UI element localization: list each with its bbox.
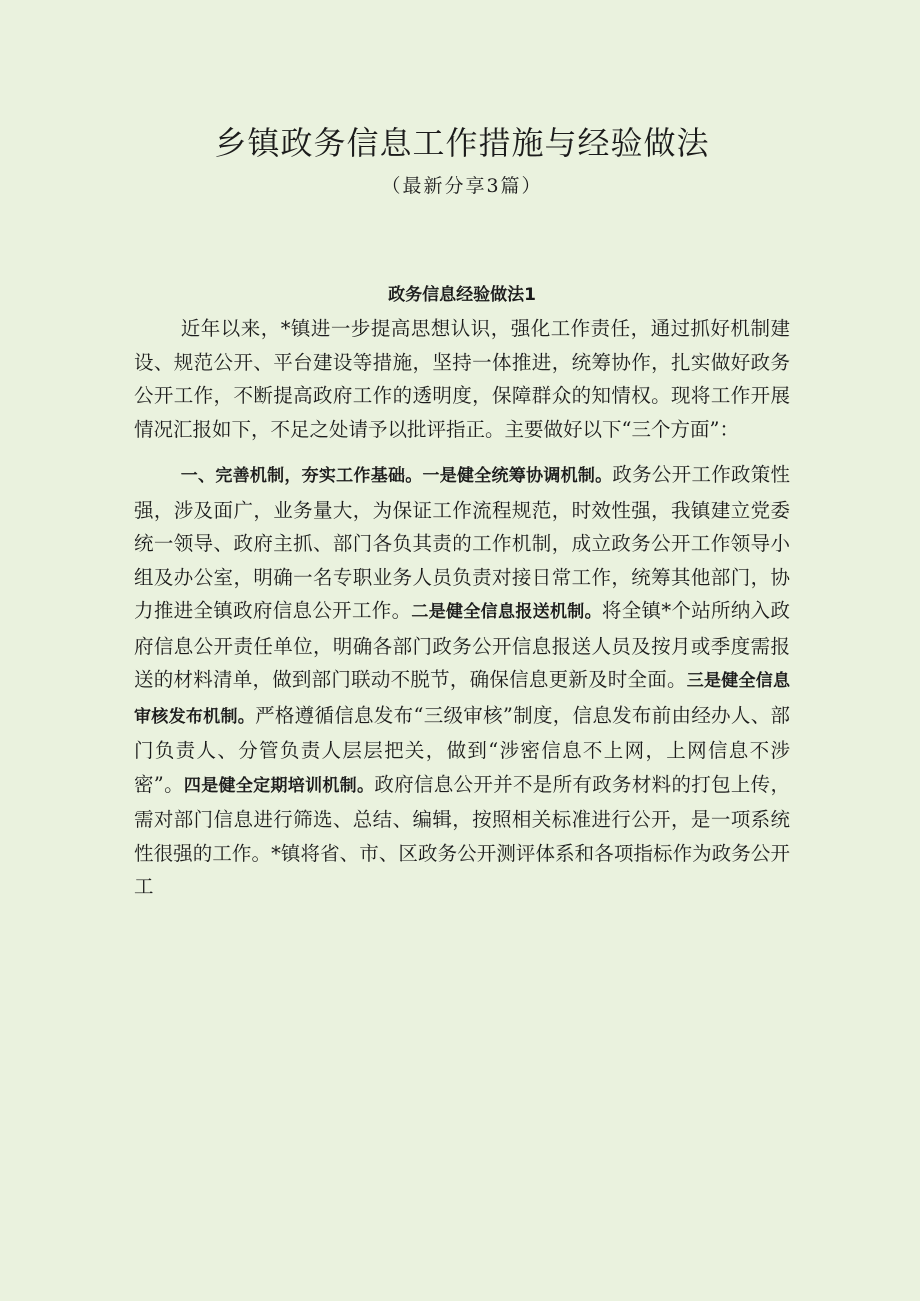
item-text-reporting: 将全镇*个站所纳入政府信息公开责任单位，明确各部门政务公开信息报送人员及按月或季度需报送的材料清单，做到部门联动不脱节，确保信息更新及时全面。 bbox=[134, 599, 790, 691]
item-label-coordination: 一是健全统筹协调机制。 bbox=[422, 466, 613, 486]
paragraph-heading: 一、完善机制，夯实工作基础。 bbox=[180, 466, 423, 486]
item-text-review: 严格遵循信息发布“三级审核”制度，信息发布前由经办人、部门负责人、分管负责人层层把关，做到“涉密信息不上网，上网信息不涉密”。 bbox=[134, 703, 790, 796]
mechanism-paragraph bbox=[134, 458, 790, 904]
item-text-coordination: 政务公开工作政策性强，涉及面广，业务量大，为保证工作流程规范，时效性强，我镇建立党委统一领导、政府主抓、部门各负其责的工作机制，成立政务公开工作领导小组及办公室，明确一名专职业务人员负责对接日常工作，统筹其他部门，协力推进全镇政府信息公开工作。 bbox=[134, 463, 790, 622]
intro-paragraph: 近年以来，*镇进一步提高思想认识，强化工作责任，通过抓好机制建设、规范公开、平台建设等措施，坚持一体推进，统筹协作，扎实做好政务公开工作，不断提高政府工作的透明度，保障群众的知情权。现将工作开展情况汇报如下，不足之处请予以批评指正。主要做好以下“三个方面”： bbox=[134, 317, 790, 441]
section-heading: 政务信息经验做法1 bbox=[388, 285, 536, 305]
item-label-review: 三是健全信息审核发布机制。 bbox=[134, 671, 790, 727]
document-subtitle: （最新分享3篇） bbox=[381, 175, 543, 197]
item-label-reporting: 二是健全信息报送机制。 bbox=[411, 602, 602, 622]
item-text-training: 政府信息公开并不是所有政务材料的打包上传，需对部门信息进行筛选、总结、编辑，按照相关标准进行公开，是一项系统性很强的工作。*镇将省、市、区政务公开测评体系和各项指标作为政务公开工 bbox=[134, 772, 790, 898]
document-title: 乡镇政务信息工作措施与经验做法 bbox=[214, 124, 710, 162]
item-label-training: 四是健全定期培训机制。 bbox=[183, 775, 375, 796]
